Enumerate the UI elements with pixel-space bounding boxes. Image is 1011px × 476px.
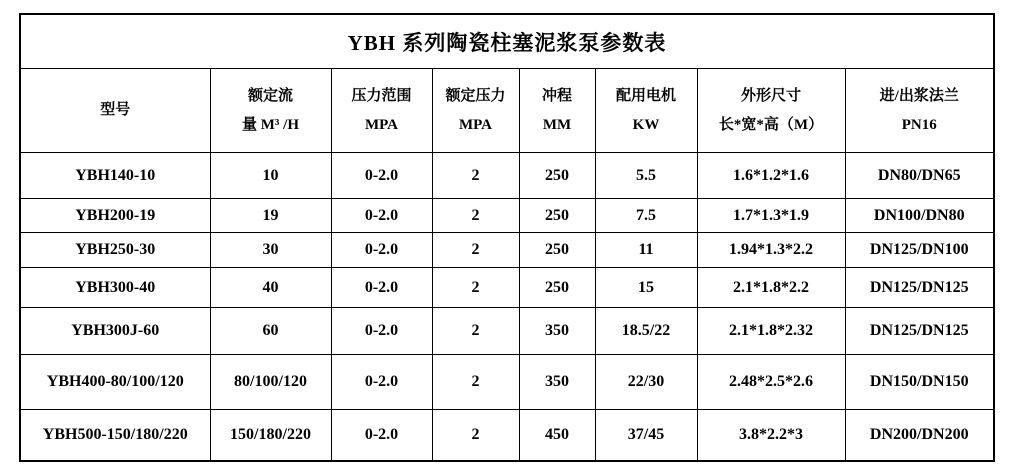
- column-header-3-line-0: 额定压力: [445, 88, 506, 104]
- column-header-1-line-0: 额定流: [247, 88, 293, 104]
- table-container: [19, 13, 995, 462]
- table-cell: YBH250-30: [20, 233, 210, 268]
- table-cell: YBH500-150/180/220: [20, 410, 210, 462]
- table-row: [20, 268, 994, 308]
- table-cell: 1.6*1.2*1.6: [697, 153, 845, 199]
- table-cell: 0-2.0: [331, 308, 432, 355]
- column-header-0-line-0: 型号: [100, 102, 131, 119]
- table-cell: 80/100/120: [210, 355, 331, 410]
- table-cell: 2: [432, 199, 519, 233]
- column-header-5: [595, 69, 697, 153]
- table-row: [20, 355, 994, 410]
- table-cell: 60: [210, 308, 331, 355]
- table-cell: 250: [519, 233, 595, 268]
- table-cell: 250: [519, 153, 595, 199]
- column-header-4-line-0: 冲程: [541, 88, 572, 104]
- table-cell: 0-2.0: [331, 355, 432, 410]
- column-header-5-line-1: KW: [632, 116, 660, 133]
- title-row: [20, 14, 994, 69]
- table-cell: 1.7*1.3*1.9: [697, 199, 845, 233]
- table-cell: YBH140-10: [20, 153, 210, 199]
- table-title: YBH 系列陶瓷柱塞泥浆泵参数表: [20, 14, 994, 69]
- table-cell: YBH400-80/100/120: [20, 355, 210, 410]
- column-header-1: [210, 69, 331, 153]
- table-cell: 2.1*1.8*2.32: [697, 308, 845, 355]
- table-cell: 30: [210, 233, 331, 268]
- table-cell: 2: [432, 153, 519, 199]
- table-cell: 150/180/220: [210, 410, 331, 462]
- table-cell: DN125/DN125: [845, 268, 994, 308]
- column-header-6: [697, 69, 845, 153]
- table-cell: 350: [519, 355, 595, 410]
- column-header-2-line-0: 压力范围: [351, 88, 412, 104]
- column-header-0: [20, 69, 210, 153]
- table-cell: 19: [210, 199, 331, 233]
- table-cell: 2: [432, 410, 519, 462]
- column-header-6-line-1: 长*宽*高（M）: [718, 116, 824, 133]
- column-header-3-line-1: MPA: [458, 116, 493, 133]
- table-cell: 1.94*1.3*2.2: [697, 233, 845, 268]
- table-cell: 0-2.0: [331, 410, 432, 462]
- table-cell: 22/30: [595, 355, 697, 410]
- table-row: [20, 308, 994, 355]
- column-header-4-line-1: MM: [542, 116, 572, 133]
- table-cell: 40: [210, 268, 331, 308]
- column-header-3: [432, 69, 519, 153]
- table-cell: DN200/DN200: [845, 410, 994, 462]
- table-row: [20, 410, 994, 462]
- column-header-4: [519, 69, 595, 153]
- table-cell: 0-2.0: [331, 233, 432, 268]
- table-cell: 11: [595, 233, 697, 268]
- table-cell: DN125/DN100: [845, 233, 994, 268]
- table-body: [20, 153, 994, 462]
- table-cell: 3.8*2.2*3: [697, 410, 845, 462]
- table-cell: DN100/DN80: [845, 199, 994, 233]
- table-cell: 0-2.0: [331, 268, 432, 308]
- table-cell: DN125/DN125: [845, 308, 994, 355]
- table-cell: 2: [432, 355, 519, 410]
- table-cell: 450: [519, 410, 595, 462]
- table-cell: 2: [432, 268, 519, 308]
- table-cell: YBH300-40: [20, 268, 210, 308]
- table-cell: 37/45: [595, 410, 697, 462]
- table-cell: 2: [432, 308, 519, 355]
- column-header-7-line-0: 进/出浆法兰: [879, 88, 959, 104]
- table-cell: YBH300J-60: [20, 308, 210, 355]
- header-row: [20, 69, 994, 153]
- table-row: [20, 153, 994, 199]
- column-header-7-line-1: PN16: [901, 116, 937, 133]
- column-header-2: [331, 69, 432, 153]
- table-cell: DN150/DN150: [845, 355, 994, 410]
- table-row: [20, 199, 994, 233]
- table-cell: 10: [210, 153, 331, 199]
- table-cell: DN80/DN65: [845, 153, 994, 199]
- table-cell: 18.5/22: [595, 308, 697, 355]
- column-header-7: [845, 69, 994, 153]
- column-header-1-line-1: 量 M³ /H: [242, 116, 299, 133]
- column-header-6-line-0: 外形尺寸: [740, 88, 801, 104]
- table-cell: 5.5: [595, 153, 697, 199]
- table-cell: YBH200-19: [20, 199, 210, 233]
- table-cell: 15: [595, 268, 697, 308]
- table-cell: 0-2.0: [331, 153, 432, 199]
- table-cell: 250: [519, 199, 595, 233]
- pump-parameter-table: [19, 13, 995, 462]
- table-cell: 7.5: [595, 199, 697, 233]
- table-cell: 2.1*1.8*2.2: [697, 268, 845, 308]
- table-cell: 350: [519, 308, 595, 355]
- table-cell: 2: [432, 233, 519, 268]
- column-header-2-line-1: MPA: [364, 116, 399, 133]
- table-row: [20, 233, 994, 268]
- table-cell: 0-2.0: [331, 199, 432, 233]
- column-header-5-line-0: 配用电机: [615, 88, 676, 104]
- table-cell: 2.48*2.5*2.6: [697, 355, 845, 410]
- table-cell: 250: [519, 268, 595, 308]
